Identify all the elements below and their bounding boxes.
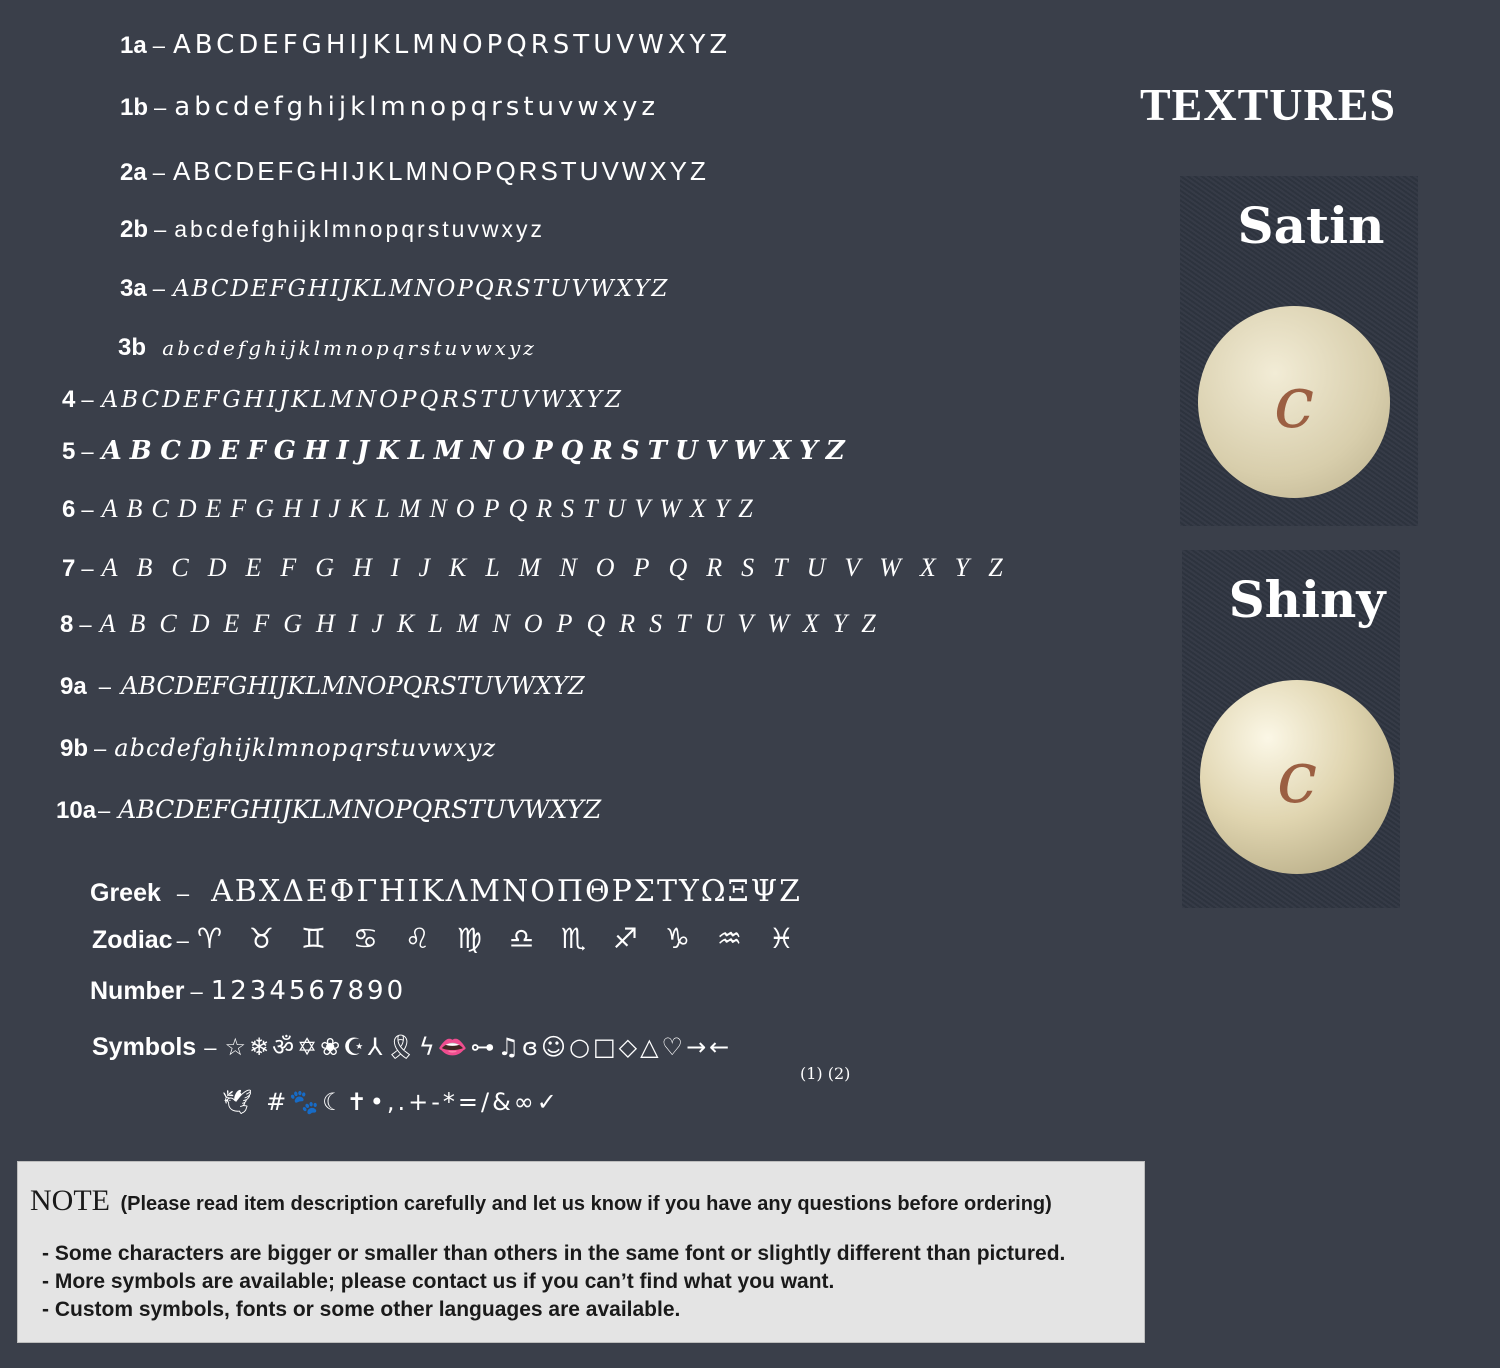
symbols-row [92,1030,732,1063]
dash: – [176,928,189,953]
number-row [90,976,406,1006]
texture-card-satin [1180,176,1418,526]
zodiac-label: Zodiac [92,926,173,954]
font-sample: ABCDEFGHIJKLMNOPQRSTUVWXYZ [118,795,602,824]
font-row-6 [62,494,762,524]
font-sample: ABCDEFGHIJKLMNOPQRSTUVWXYZ [101,436,853,466]
greek-row [90,874,802,909]
number-label: Number [90,977,185,1005]
greek-chars: ΑΒΧΔΕΦΓΗΙΚΛΜΝΟΠΘΡΣΤΥΩΞΨΖ [211,874,802,909]
font-row-2a [120,156,709,187]
font-row-9a [60,672,585,701]
font-label: 10a [56,797,97,824]
dash: – [81,387,94,412]
font-label: 8 [60,611,74,638]
dash: – [81,439,94,464]
font-sample: abcdefghijklmnopqrstuvwxyz [114,734,497,762]
note-line: - Custom symbols, fonts or some other languages are available. [42,1298,681,1321]
font-label: 6 [62,496,76,523]
font-sample: ABCDEFGHIJKLMNOPQRSTUVWXYZ [99,609,890,638]
stamped-letter: c [1273,360,1315,444]
dash: – [98,674,111,699]
note-line: - More symbols are available; please contact us if you can’t find what you want. [42,1270,835,1293]
texture-name: Satin [1237,196,1385,255]
symbols-label: Symbols [92,1033,197,1061]
note-list [42,1240,1065,1324]
font-row-3b [118,334,537,362]
font-sample: ABCDEFGHIJKLMNOPQRSTUVWXYZ [172,30,732,60]
note-box [17,1161,1145,1343]
note-line: - Some characters are bigger or smaller than others in the same font or slightly different than pictured. [42,1242,1066,1265]
symbols-chars: ☆❄ॐ✡❀☪⅄🎗ϟ👄⊶♫ɞ☺○□◇△♡→← [224,1033,733,1061]
font-label: 5 [62,438,76,465]
arrow-notes: (1) (2) [800,1064,851,1083]
texture-card-shiny [1182,550,1400,908]
textures-title: TEXTURES [1140,79,1396,130]
font-sample: abcdefghijklmnopqrstuvwxyz [162,336,537,360]
font-label: 3a [120,275,147,302]
font-label: 2b [120,216,149,243]
font-sample: abcdefghijklmnopqrstuvwxyz [174,216,546,242]
dash: – [152,33,165,58]
font-row-7 [62,553,1022,583]
note-title: NOTE [30,1184,110,1217]
dash: – [152,276,165,301]
font-sample: abcdefghijklmnopqrstuvwxyz [174,92,660,122]
symbols-row-2 [222,1088,560,1116]
font-row-10a [56,795,601,825]
dash: – [204,1035,217,1060]
dash: – [81,556,94,581]
font-label: 9b [60,735,89,762]
font-row-2b [120,216,545,244]
font-label: 1a [120,32,147,59]
font-row-1b [120,92,659,122]
font-label: 9a [60,673,87,700]
font-row-9b [60,734,496,763]
greek-label: Greek [90,879,161,907]
texture-name: Shiny [1228,570,1386,629]
dash: – [152,160,165,185]
font-row-5 [62,436,853,466]
symbols-chars-2: 🕊 #🐾☾✝•,.+-*=/&∞✓ [222,1088,560,1116]
dash: – [154,217,167,242]
font-row-3a [120,275,669,303]
zodiac-row [92,922,794,955]
zodiac-chars: ♈ ♉ ♊ ♋ ♌ ♍ ♎ ♏ ♐ ♑ ♒ ♓ [196,922,794,955]
number-chars: 1234567890 [210,976,407,1006]
font-row-4 [62,386,624,414]
stamped-letter: c [1276,735,1318,819]
font-row-1a [120,30,731,60]
note-subtitle: (Please read item description carefully and let us know if you have any questions before ordering) [120,1193,1052,1215]
font-sample: ABCDEFGHIJKLMNOPQRSTUVWXYZ [172,276,670,302]
font-sample: ABCDEFGHIJKLMNOPQRSTUVWXYZ [101,494,762,523]
font-label: 2a [120,159,147,186]
dash: – [81,497,94,522]
font-sample: ABCDEFGHIJKLMNOPQRSTUVWXYZ [120,672,585,700]
font-label: 4 [62,386,76,413]
font-sample: ABCDEFGHIJKLMNOPQRSTUVWXYZ [101,387,624,413]
font-label: 3b [118,334,147,361]
font-label: 7 [62,555,76,582]
font-sample: ABCDEFGHIJKLMNOPQRSTUVWXYZ [101,553,1022,582]
shiny-disc [1200,680,1394,874]
note-header [30,1184,1052,1218]
font-label: 1b [120,94,149,121]
dash: – [154,95,167,120]
dash: – [79,612,92,637]
font-sample: ABCDEFGHIJKLMNOPQRSTUVWXYZ [172,156,709,186]
satin-disc [1198,306,1390,498]
dash: – [98,798,111,823]
dash: – [176,881,190,906]
dash: – [94,736,107,761]
dash: – [190,979,203,1004]
font-row-8 [60,609,890,639]
